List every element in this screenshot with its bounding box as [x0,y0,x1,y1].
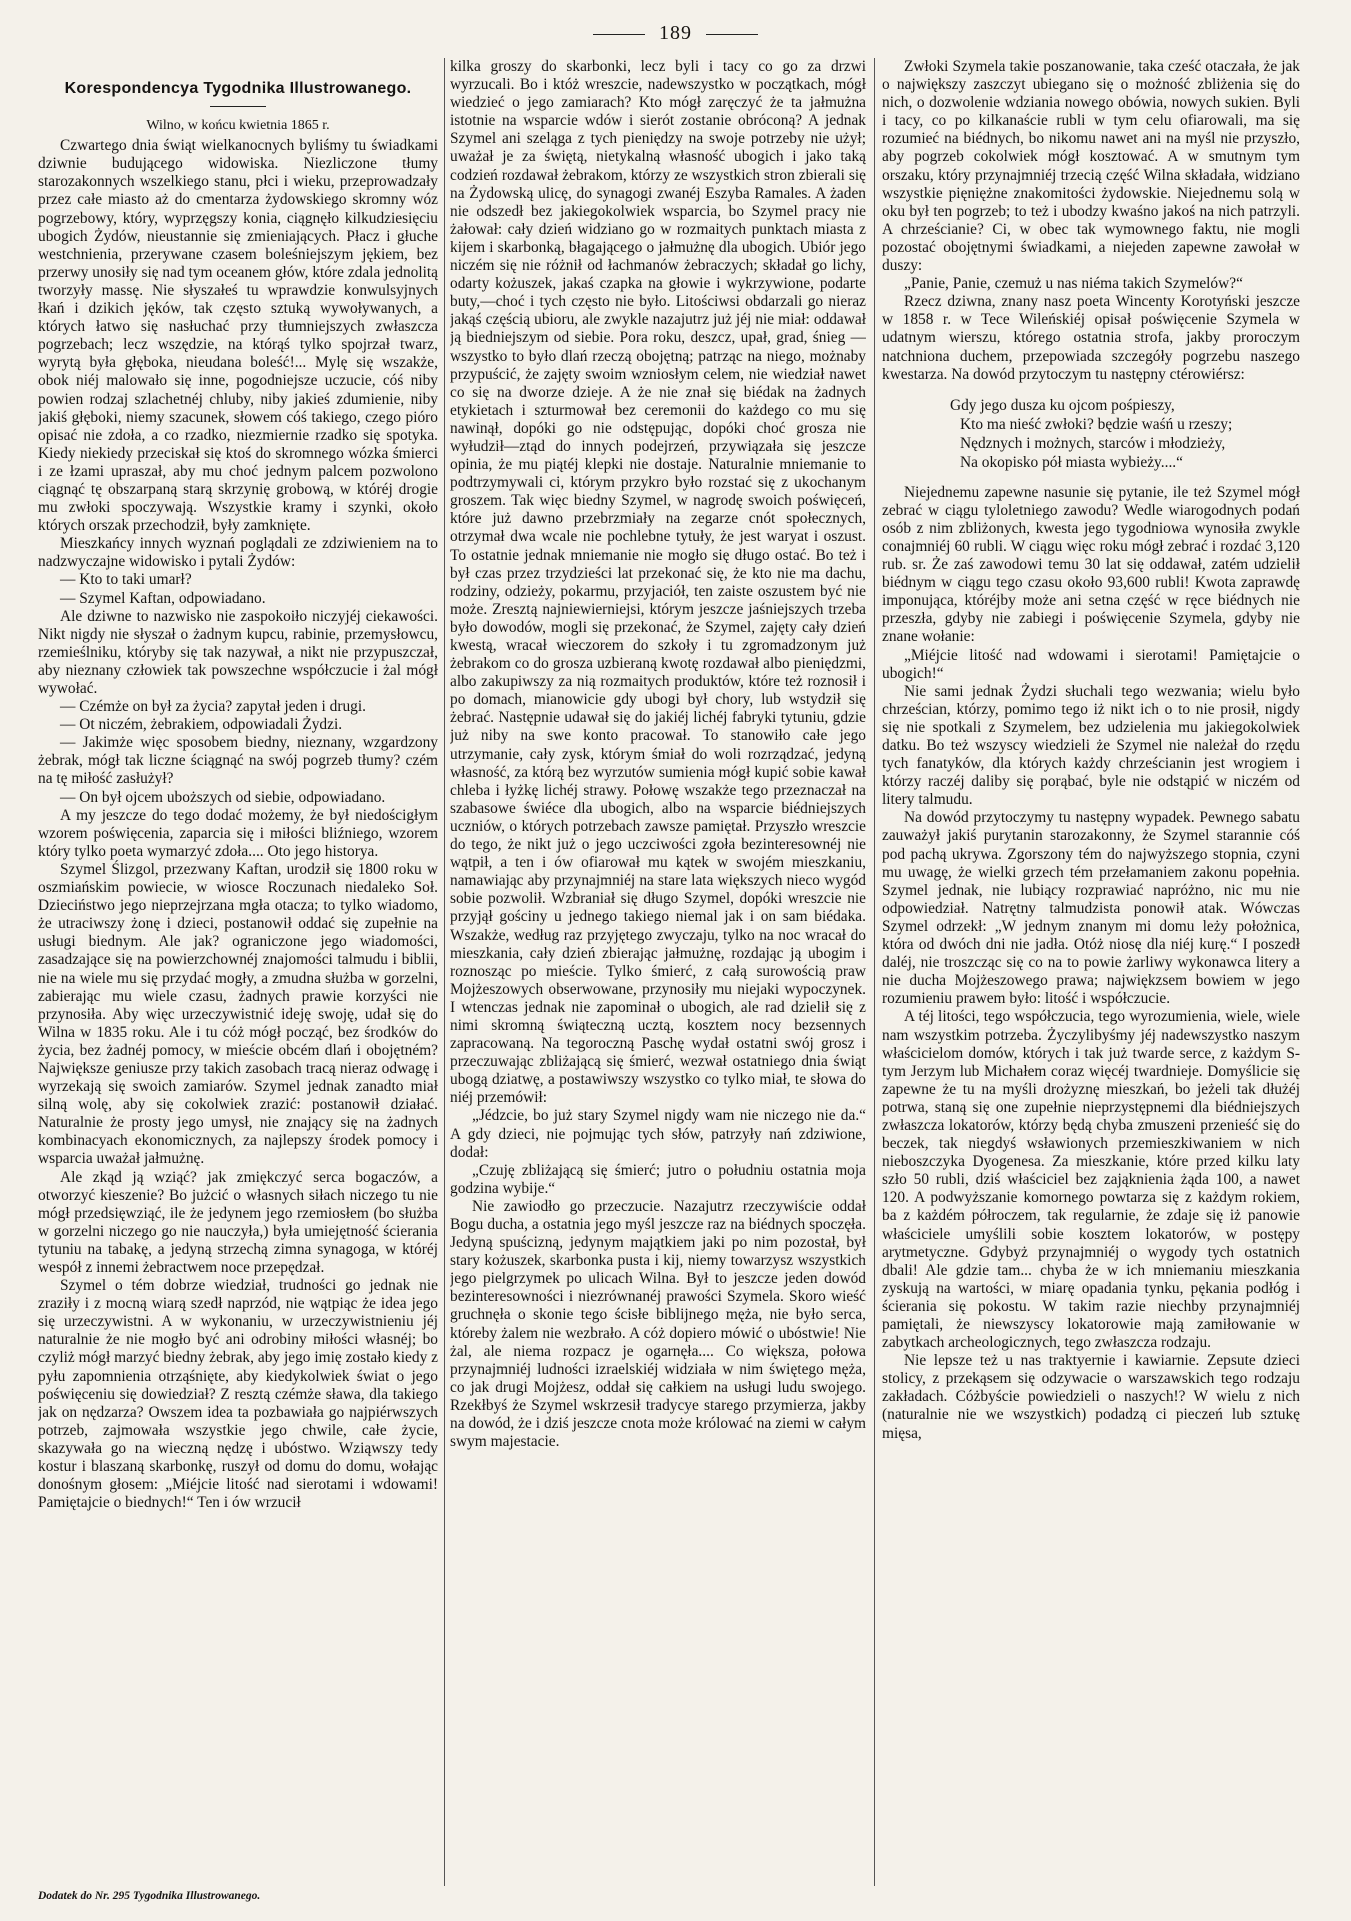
paragraph: „Jédzcie, bo już stary Szymel nigdy wam nie niczego nie da.“ A gdy dzieci, nie pojmując tych słów, patrzyły nań zdziwione, dodał: [450,1107,866,1161]
poem-quatrain [882,396,1300,472]
column-1 [38,80,438,1886]
paragraph: kilka groszy do skarbonki, lecz byli i tacy co go za drzwi wyrzucali. Bo i któż wreszcie, nadewszystko w początkach, mógł wiedzieć o jego zamiarach? Kto mógł zaręczyć że ta jałmużna istotnie na wsparcie wdów i sierót zostanie obróconą? A jednak Szymel ani szeląga z tych pieniędzy na swoje potrzeby nie użył; uważał je za świętą, nietykalną własność ubogich i jako taką codzień rozdawał żebrakom, którzy ze wszystkich stron zbierali się na Żydowską ulicę, do synagogi zwanéj Eszyba Ramales. A żaden nie odszedł bez jakiegokolwiek wsparcia, bo Szymel pracy nie żałował: cały dzień widziano go w rozmaitych punktach miasta z kijem i skarbonką, błagającego o jałmużnę dla ubogich. Ubiór jego niczém się nie różnił od łachmanów żebraczych; składał go lichy, odarty kożuszek, jakaś czapka na głowie i wykrzywione, podarte buty,—choć i tych często nie było. Litościwsi obdarzali go nieraz jakąś częścią ubioru, ale zwykle nazajutrz już jéj nie miał: oddawał ją biedniejszym od siebie. Pora roku, deszcz, upał, grad, śnieg — wszystko to było dlań rzeczą obojętną; patrząc na niego, możnaby przypuścić, że zajęty swoim wzniosłym celem, nie wiedział nawet co się na dworze dzieje. A że nie znał się biédak na żadnych etykietach i szturmował bez ceremonii do każdego co mu się nawinął, dopóki go nie odstępując, dopóki choć grosza nie wyłudził—ztąd do innych podejrzeń, przywiązała się jeszcze opinia, że mu piątéj klepki nie dostaje. Naturalnie mniemanie to podtrzymywali ci, którym przykro było rozstać się z ukochanym groszem. Tak więc biedny Szymel, w nagrodę swoich poświęceń, które już dawno przebrzmiały na zegarze cnót społecznych, otrzymał dwa wcale nie pochlebne tytuły, że jest waryat i oszust. To ostatnie jednak mniemanie nie mogło się długo ostać. Bo też i był czas przez trzydzieści lat przekonać się, że kto nie ma dachu, rodziny, odzieży, pokarmu, przyjaciół, ten zaiste oszustem być nie może. Zresztą najniewierniejsi, którym jeszcze jaśniejszych trzeba było dowodów, mogli się przekonać, że Szymel, zajęty cały dzień kwestą, wracał wieczorem do szkoły i tu zgromadzonym już żebrakom co do grosza uzbieraną kwotę rozdawał albo pieniędzmi, albo zakupiwszy za nią rozmaitych produktów, które też roznosił i po domach, mianowicie gdy ubogi był chory, lub wstydził się żebrać. Następnie udawał się do jakiéj lichéj fabryki tytuniu, gdzie już niby na swe konto pracował. To stanowiło całe jego utrzymanie, cały zysk, którym śmiał do woli rozrządzać, jedyną własność, za którą bez wyrzutów sumienia mógł kupić sobie kawał chleba i łyżkę lichéj strawy. Połowę wszakże tego przeznaczał na szabasowe świéce dla ubogich, albo na wsparcie biédniejszych uczniów, o których potrzebach zawsze pamiętał. Przyszło wreszcie do tego, że nikt już o jego uczciwości zgoła bezinteresownéj nie wątpił, a ten i ów ofiarował mu kątek w swojém mieszkaniu, namawiając aby przynajmniéj na stare lata większych nieco wygód sobie pozwolił. Wzbraniał się długo Szymel, dopóki wreszcie nie przyjął gościny u jednego takiego niemal jak i on sam biédaka. Wszakże, według raz przyjętego zwyczaju, tylko na noc wracał do mieszkania, cały dzień zbierając jałmużnę, rozdając ją ubogim i roznosząc po mieście. Tylko śmierć, z całą surowością praw Mojżeszowych obserwowane, przynosiły mu niejaki wypoczynek. I wtenczas jednak nie zapominał o ubogich, ale rad dzielił się z nimi skromną świąteczną ucztą, kosztem nocy bezsennych zapracowaną. Na tegoroczną Paschę wydał ostatni swój grosz i przeczuwając zbliżającą się śmierć, wezwał ostatniego dnia świąt ubogą dziatwę, a postawiwszy wszystko co tylko miał, te słowa do niéj przemówił: [450,58,866,1107]
title-divider [210,106,266,107]
dialogue-line: — Czémże on był za życia? zapytał jeden i drugi. [60,698,366,716]
paragraph: Nie sami jednak Żydzi słuchali tego wezwania; wielu było chrześcian, którzy, pomimo tego iż nikt ich o to nie prosił, nigdy się nie spotkali z Szymelem, bez udzielenia mu jakiegokolwiek datku. Bo też wszyscy wiedzieli że Szymel nie należał do rzędu tych fanatyków, dla których każdy chrześcianin jest wrogiem i którzy raczéj daliby się porąbać, byle nie odstąpić w niczém od litery talmudu. [882,682,1300,809]
article-title: Korespondencya Tygodnika Illustrowanego. [64,80,412,97]
paragraph: Szymel Ślizgol, przezwany Kaftan, urodził się 1800 roku w oszmiańskim powiecie, w wiosce Roczunach niedaleko Soł. Dzieciństwo jego nieprzejrzana mgła otacza; to tylko wiadomo, że utraciwszy żonę i dzieci, postanowił oddać się zupełnie na usługi biednym. Ale jak? ograniczone jego wiadomości, zasadzające się na powierzchownéj znajomości talmudu i biblii, nie na wiele mu się przydać mogły, a zmudna służba w gorzelni, zabierając mu wiele czasu, żadnych prawie korzyści nie przynosiła. Aby więc urzeczywistnić ideję swoję, udał się do Wilna w 1835 roku. Ale i tu cóż mógł począć, bez środków do życia, bez żadnéj pomocy, w mieście obcém dlań i obojętném? Największe geniusze przy takich zasobach tracą nieraz odwagę i wyrzekają się swoich zamiarów. Szymel jednak zanadto miał silną wolę, aby się cokolwiek zrazić: postanowił działać. Naturalnie że prosty jego umysł, nie znający się na żadnych kombinacyach ekonomicznych, za najlepszy środek pomocy i wsparcia uważał jałmużnę. [38,860,438,1168]
paragraph: Nie zawiodło go przeczucie. Nazajutrz rzeczywiście oddał Bogu ducha, a ostatnia jego myśl jeszcze raz na biédnych spoczęła. Jedyną spuścizną, jedynym majątkiem jaki po nim pozostał, był stary kożuszek, skarbonka pusta i kij, niemy towarzysz wszystkich jego pielgrzymek po ulicach Wilna. Był to jeszcze jeden dowód bezinteresowności i niezrównanéj prawości Szymela. Skoro wieść gruchnęła o skonie tego ścisłe biblijnego męża, nie było serca, któreby żalem nie wezbrało. A cóż dopiero mówić o ubóstwie! Nie żal, ale niema rozpacz je ogarnęła.... Co większa, połowa przynajmniéj ludności izraelskiéj widziała w nim świętego męża, co jak drugi Mojżesz, oddał się całkiem na usługi ludu swojego. Rzekłbyś że Szymel wskrzesił tradycye starego przymierza, jakby na dowód, że i dziś jeszcze cnota może królować na ziemi w całym swym majestacie. [450,1197,866,1451]
page-number-dash-left [593,34,645,35]
dialogue-line: — Jakimże więc sposobem biedny, nieznany, wzgardzony żebrak, mógł tak liczne ściągnąć na swój pogrzeb tłumy? czém na tę miłość zasłużył? [38,734,438,788]
page-number [0,22,1351,45]
paragraph: Szymel o tém dobrze wiedział, trudności go jednak nie zraziły i z mocną wiarą szedł naprzód, nie wątpiąc że idea jego się urzeczywistni. A w wykonaniu, w urzeczywistnieniu jéj naturalnie że nie mogło być ani odrobiny miłości własnéj; bo czyliż mógł marzyć biedny żebrak, aby jego imię zostało kiedy z pyłu zapomnienia otrząśnięte, aby kiedykolwiek świat o jego poświęceniu się dowiedział? Z resztą czémże sława, dla takiego jak on nędzarza? Owszem idea ta pozbawiała go najpiérwszych potrzeb, zajmowała wszystkie jego chwile, całe życie, skazywała go na wieczną nędzę i ubóstwo. Wziąwszy tedy kostur i blaszaną skarbonkę, ruszył od domu do domu, wołając donośnym głosem: „Miéjcie litość nad sierotami i wdowami! Pamiętajcie o biednych!“ Ten i ów wrzucił [38,1277,438,1512]
paragraph: „Czuję zbliżającą się śmierć; jutro o południu ostatnia moja godzina wybije.“ [450,1161,866,1197]
paragraph: Czwartego dnia świąt wielkanocnych byliśmy tu świadkami dziwnie budującego widowiska. Niezliczone tłumy starozakonnych wszelkiego stanu, płci i wieku, przeprowadzały przez całe miasto aż do cmentarza żydowskiego skromny wóz pogrzebowy, który, wyprzęgszy konia, ciągnęło kilkudziesięciu ubogich Żydów, nieustannie się zmieniających. Płacz i głuche westchnienia, przerywane czasem boleśniejszym jękiem, bez przerwy unosiły się nad tym oceanem głów, które zdala jednolitą tworzyły massę. Nie słyszałeś tu wprawdzie konwulsyjnych łkań i dzikich jęków, tak często sztuką wywoływanych, a których łatwo się nasłuchać przy tłumniejszych zwłaszcza pogrzebach; lecz wszędzie, na którąś tylko spojrzał twarz, wyrytą była głęboka, nieudana boleść!... Mylę się wszakże, obok niéj malowało się inne, pogodniejsze uczucie, cóś niby powien rodzaj szlachetnéj chluby, niby jakieś zdumienie, niby jakiś głęboki, niemy szacunek, słowem cóś takiego, czego pióro opisać nie zdoła, a co rzadko, niezmiernie rzadko się spotyka. Kiedy niekiedy przeciskał się ktoś do skromnego wózka śmierci i ze łzami upraszał, aby mu choć jednym palcem pozwolono ciągnąć tę obszarpaną starą skrzynię grobową, w któréj drogie mu zwłoki spoczywają. Wszystkie kramy i szynki, około których orszak przechodził, były zamknięte. [38,137,438,535]
column-rule-left [444,58,445,1886]
paragraph: Nie lepsze też u nas traktyernie i kawiarnie. Zepsute dzieci stolicy, z przekąsem się odzywacie o warszawskich tego rodzaju zakładach. Cóżbyście powiedzieli o naszych!? W wielu z nich (naturalnie nie we wszystkich) podadzą ci pieczeń lub sztukę mięsa, [882,1352,1300,1442]
column-rule-right [874,58,875,1886]
poem-line: Na okopisko pół miasta wybieży....“ [960,453,1183,471]
supplement-footer: Dodatek do Nr. 295 Tygodnika Illustrowanego. [38,1890,261,1902]
dateline: Wilno, w końcu kwietnia 1865 r. [146,118,330,134]
column-3 [882,58,1300,1886]
paragraph: Ale dziwne to nazwisko nie zaspokoiło niczyjéj ciekawości. Nikt nigdy nie słyszał o żadnym kupcu, rabinie, przemysłowcu, rzemieślniku, któryby się tak nazywał, a nikt nie przypuszczał, aby nieznany człowiek tak powszechne współczucie i żal mógł wywołać. [38,607,438,697]
paragraph: A téj litości, tego współczucia, tego wyrozumienia, wiele, wiele nam wszystkim potrzeba. Życzylibyśmy jéj nadewszystko naszym właścicielom domów, których i tak już twarde serce, z każdym S-tym Jerzym lub Michałem coraz więcéj twardnieje. Domyślicie się zapewne że tu na myśli drożyznę mieszkań, bo jeżeli tak dłużéj potrwa, staną się one zupełnie nieprzystępnemi dla biédniejszych zwłaszcza lokatorów, którzy będą chyba zmuszeni przenieść się do beczek, tak niegdyś wsławionych przemieszkiwaniem w nich nieboszczyka Dyogenesa. Za mieszkanie, które przed kilku laty szło 50 rubli, dziś właściciel bez zająknienia żąda 100, a nawet 120. A podwyższanie komornego powtarza się z każdym rokiem, ba z każdém półroczem, tak regularnie, że zdaje się iż panowie właściciele umyślili sobie kosztem lokatorów, w postępy arytmetyczne. Gdybyż przynajmniéj o wygody tych ostatnich dbali! Ale gdzie tam... chyba że w ich mniemaniu mieszkania zyskują na wartości, w miarę opadania tynku, pękania podłóg i ścierania się pokostu. W takim razie niechby przynajmniéj pamiętali, że niewszyscy lokatorowie mają zamiłowanie w zabytkach archeologicznych, tego zwłaszcza rodzaju. [882,1008,1300,1352]
poem-line: Gdy jego dusza ku ojcom pośpieszy, [950,396,1175,414]
paragraph: A my jeszcze do tego dodać możemy, że był niedościgłym wzorem poświęcenia, zaparcia się i miłości bliźniego, wzorem który tylko poeta wymarzyć zdoła.... Oto jego historya. [38,806,438,860]
page-number-text: 189 [659,22,692,44]
paragraph: Ale zkąd ją wziąć? jak zmiękczyć serca bogaczów, a otworzyć kieszenie? Bo jużcić o własnych siłach niczego tu nie mógł przedsięwziąć, ile że jedynem jego rzemiosłem (bo służba w gorzelni niczego go nie nauczyła,) była umiejętność ścierania tytuniu na tabakę, a jedyną strzechą zimna synagoga, w któréj wespół z innemi żebractwem noce przepędzał. [38,1168,438,1276]
paragraph: „Panie, Panie, czemuż u nas niéma takich Szymelów?“ [904,275,1243,293]
paragraph: „Miéjcie litość nad wdowami i sierotami! Pamiętajcie o ubogich!“ [882,646,1300,682]
paragraph: Zwłoki Szymela takie poszanowanie, taka cześć otaczała, że jak o największy zaszczyt ubiegano się o możność zbliżenia się do nich, o dozwolenie wdziania nowego obówia, nowych sukien. Byli i tacy, co po kilkanaście rubli w tym celu ofiarowali, ma się rozumieć na biédnych, bo nikomu nawet ani na myśl nie przyszło, aby pogrzeb cokolwiek mógł kosztować. A w smutnym tym orszaku, który przynajmniéj trzecią część Wilna składała, widziano wszystkie pięniężne znakomitości żydowskie. Niejednemu solą w oku był ten pogrzeb; to też i ubodzy kwaśno jakoś na nich patrzyli. A chrześcianie? Ci, w obec tak wymownego faktu, nie mogli pozostać obojętnymi świadkami, a niejeden zapewne zawołał w duszy: [882,58,1300,275]
poem-line: Nędznych i możnych, starców i młodzieży, [960,434,1226,452]
poem-line: Kto ma nieść zwłoki? będzie waśń u rzeszy; [960,415,1233,433]
paragraph: Mieszkańcy innych wyznań poglądali ze zdziwieniem na to nadzwyczajne widowisko i pytali Żydów: [38,535,438,571]
page-number-dash-right [706,34,758,35]
dialogue-line: — Ot niczém, żebrakiem, odpowiadali Żydzi. [60,716,343,734]
paragraph: Niejednemu zapewne nasunie się pytanie, ile też Szymel mógł zebrać w ciągu tyloletniego zawodu? Wedle wiarogodnych podań osób z nim zbliżonych, kwesta jego tygodniowa wynosiła zwykle conajmniéj 60 rubli. W ciągu więc roku mógł zebrać i rozdać 3,120 rub. sr. Że zaś zawodowi temu 30 lat się oddawał, zatém udzielił biédnym w ciągu tego czasu około 93,600 rubli! Kwota zaprawdę imponująca, któréjby może ani setna część w ręce biédnych nie przeszła, gdyby nie zabiegi i poświęcenie Szymela, gdyby nie znane wołanie: [882,483,1300,646]
dialogue-line: — On był ojcem uboższych od siebie, odpowiadano. [60,788,386,806]
paragraph: Rzecz dziwna, znany nasz poeta Wincenty Korotyński jeszcze w 1858 r. w Tece Wileńskiéj opisał poświęcenie Szymela w udatnym wierszu, którego ostatnia strofa, jakby proroczym natchniona duchem, przepowiada szczegóły pogrzebu naszego kwestarza. Na dowód przytoczym tu następny ctérowiérsz: [882,293,1300,383]
dialogue-line: — Szymel Kaftan, odpowiadano. [60,589,266,607]
dialogue-line: — Kto to taki umarł? [60,571,192,589]
column-2 [450,58,866,1886]
paragraph: Na dowód przytoczymy tu następny wypadek. Pewnego sabatu zauważył jakiś purytanin starozakonny, że Szymel starannie cóś pod pachą ukrywa. Zgorszony tém do najwyższego stopnia, czyni mu uwagę, że wielki grzech tém przełamaniem zakonu popełnia. Szymel jednak, nie lubiący rozprawiać napróżno, nic mu nie odpowiedział. Natrętny talmudzista ponowił atak. Wówczas Szymel odrzekł: „W jednym znanym mi domu leży położnica, która od dwóch dni nie jadła. Otóż niosę dla niéj kurę.“ I poszedł daléj, nie troszcząc się co na to powie żarliwy wykonawca litery a nie ducha Mojżeszowego prawa; najwiękzsem bowiem w jego rozumieniu prawem było: litość i współczucie. [882,809,1300,1008]
